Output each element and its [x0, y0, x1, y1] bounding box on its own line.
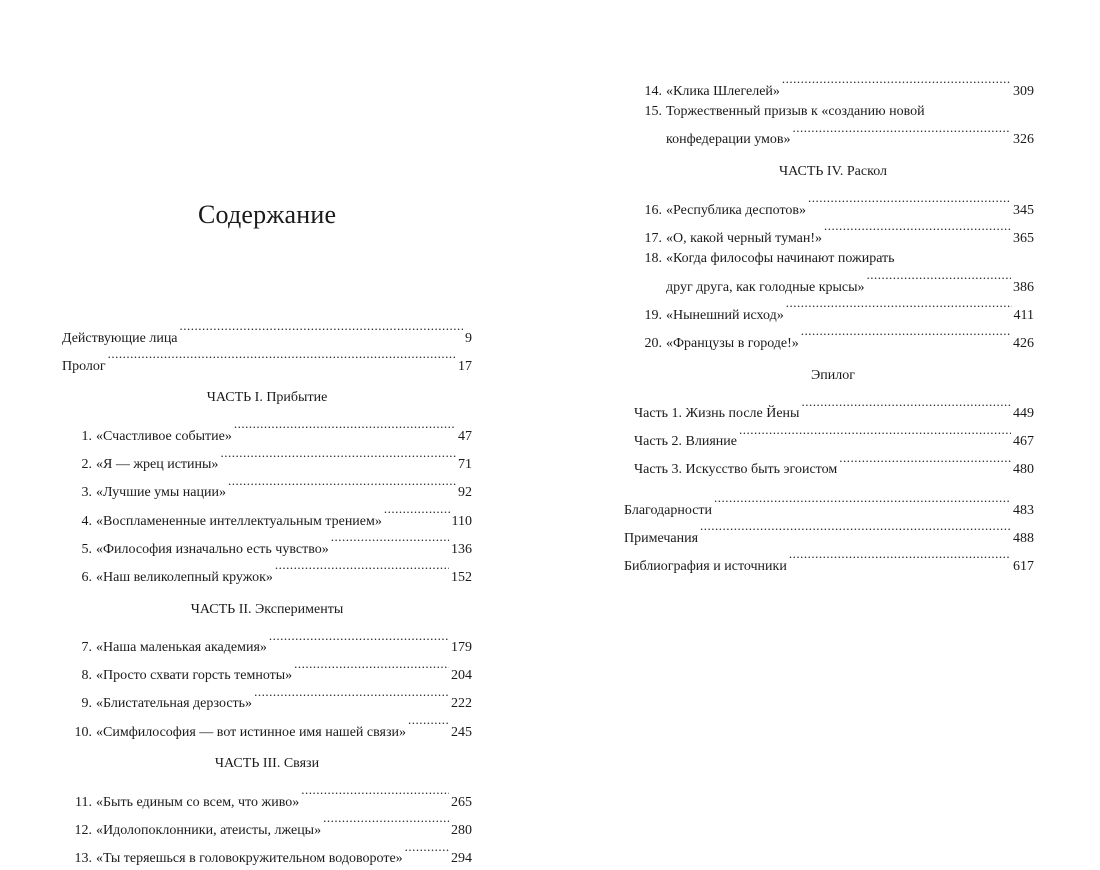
- toc-entry-number: 17.: [644, 230, 662, 246]
- dot-leader: [220, 448, 456, 469]
- toc-entry[interactable]: [62, 842, 472, 870]
- dot-leader: [867, 270, 1011, 291]
- toc-entry[interactable]: [62, 476, 472, 504]
- dot-leader: [269, 631, 449, 652]
- toc-entry-page: 345: [1013, 202, 1034, 218]
- toc-entry-page: 365: [1013, 230, 1034, 246]
- toc-entry-label: «Блистательная дерзость»: [96, 696, 253, 712]
- part-heading: ЧАСТЬ IV. Раскол: [778, 163, 887, 179]
- toc-entry[interactable]: [632, 270, 1034, 298]
- toc-entry-label: Часть 1. Жизнь после Йены: [634, 406, 800, 422]
- toc-entry-page: 71: [458, 457, 472, 473]
- toc-entry-label: «Наш великолепный кружок»: [96, 569, 273, 585]
- toc-entry[interactable]: [62, 687, 472, 715]
- toc-entry-label: «Наша маленькая академия»: [96, 640, 267, 656]
- part-heading: ЧАСТЬ II. Эксперименты: [190, 601, 344, 617]
- dot-leader: [808, 193, 1011, 214]
- toc-entry-label: «Воспламененные интеллектуальным трением»: [96, 513, 382, 529]
- toc-entry-number: 7.: [81, 640, 92, 656]
- toc-entry-page: 449: [1013, 406, 1034, 422]
- right-page: [550, 0, 1100, 825]
- toc-entry-label: Действующие лица: [62, 330, 178, 346]
- toc-entry-page: 9: [465, 330, 472, 346]
- toc-left-column: [62, 321, 472, 870]
- toc-entry[interactable]: [62, 560, 472, 588]
- dot-leader: [801, 326, 1011, 347]
- toc-entry-label: конфедерации умов»: [666, 132, 791, 148]
- toc-entry-number: 1.: [81, 428, 92, 444]
- dot-leader: [824, 221, 1011, 242]
- dot-leader: [323, 813, 449, 834]
- toc-entry-page: 411: [1013, 307, 1034, 323]
- toc-entry-page: 280: [451, 823, 472, 839]
- dot-leader: [801, 397, 1011, 418]
- toc-entry-page: 222: [451, 696, 472, 712]
- part-heading: Эпилог: [811, 367, 855, 383]
- toc-entry-line[interactable]: [632, 249, 1034, 270]
- toc-entry[interactable]: [62, 785, 472, 813]
- toc-entry-number: 16.: [644, 202, 662, 218]
- dot-leader: [180, 321, 463, 342]
- dot-leader: [408, 715, 449, 736]
- toc-entry[interactable]: [632, 326, 1034, 354]
- dot-leader: [405, 842, 449, 863]
- toc-entry-page: 294: [451, 851, 472, 867]
- toc-entry-label: Часть 2. Влияние: [634, 434, 737, 450]
- dot-leader: [739, 425, 1011, 446]
- toc-entry-number: 8.: [81, 668, 92, 684]
- toc-entry-label: Торжественный призыв к «созданию новой: [666, 104, 925, 120]
- dot-leader: [786, 298, 1012, 319]
- toc-entry-number: 12.: [74, 823, 92, 839]
- toc-entry[interactable]: [62, 504, 472, 532]
- toc-entry[interactable]: [62, 448, 472, 476]
- toc-entry[interactable]: [632, 193, 1034, 221]
- toc-entry-label: «Когда философы начинают пожирать: [666, 251, 895, 267]
- toc-entry[interactable]: [624, 493, 1034, 521]
- toc-entry-label: «Клика Шлегелей»: [666, 83, 780, 99]
- dot-leader: [700, 521, 1011, 542]
- toc-entry-number: 11.: [75, 794, 92, 810]
- toc-entry[interactable]: [62, 532, 472, 560]
- toc-entry[interactable]: [62, 419, 472, 447]
- toc-entry-number: 13.: [74, 851, 92, 867]
- toc-entry-label: «Симфилософия — вот истинное имя нашей связи»: [96, 724, 407, 740]
- toc-entry-label: Часть 3. Искусство быть эгоистом: [634, 462, 838, 478]
- dot-leader: [294, 659, 449, 680]
- toc-entry-page: 480: [1013, 462, 1034, 478]
- dot-leader: [782, 74, 1011, 95]
- toc-entry-number: 9.: [81, 696, 92, 712]
- toc-entry-label: Примечания: [624, 530, 699, 546]
- toc-entry-number: 15.: [644, 104, 662, 120]
- toc-entry-number: 6.: [81, 569, 92, 585]
- toc-entry[interactable]: [632, 298, 1034, 326]
- toc-entry-number: 14.: [644, 83, 662, 99]
- part-heading: ЧАСТЬ I. Прибытие: [206, 390, 328, 406]
- spacer: [632, 481, 1034, 493]
- toc-entry-label: «Быть единым со всем, что живо»: [96, 794, 300, 810]
- toc-entry[interactable]: [624, 521, 1034, 549]
- toc-entry-page: 17: [458, 358, 472, 374]
- dot-leader: [793, 123, 1012, 144]
- dot-leader: [228, 476, 456, 497]
- toc-entry-number: 18.: [644, 251, 662, 267]
- toc-entry-number: 20.: [644, 335, 662, 351]
- toc-entry-page: 326: [1013, 132, 1034, 148]
- toc-entry-label: «Просто схвати горсть темноты»: [96, 668, 293, 684]
- toc-entry-number: 19.: [644, 307, 662, 323]
- toc-entry-page: 110: [451, 513, 472, 529]
- toc-entry-label: «Республика деспотов»: [666, 202, 806, 218]
- dot-leader: [275, 560, 449, 581]
- toc-entry-page: 204: [451, 668, 472, 684]
- toc-entry-page: 386: [1013, 279, 1034, 295]
- toc-entry-page: 483: [1013, 502, 1034, 518]
- dot-leader: [301, 785, 449, 806]
- toc-entry-page: 617: [1013, 559, 1034, 575]
- toc-entry[interactable]: [632, 397, 1034, 425]
- toc-entry[interactable]: [62, 321, 472, 349]
- dot-leader: [108, 349, 456, 370]
- toc-entry-number: 3.: [81, 485, 92, 501]
- dot-leader: [384, 504, 450, 525]
- toc-entry[interactable]: [62, 659, 472, 687]
- toc-entry-page: 179: [451, 640, 472, 656]
- toc-entry-label: «Нынешний исход»: [666, 307, 784, 323]
- toc-entry-label: «Ты теряешься в головокружительном водовороте»: [96, 851, 403, 867]
- toc-entry-page: 92: [458, 485, 472, 501]
- toc-entry-number: 4.: [81, 513, 92, 529]
- toc-entry[interactable]: [62, 631, 472, 659]
- toc-entry-page: 47: [458, 428, 472, 444]
- toc-entry-label: «О, какой черный туман!»: [666, 230, 823, 246]
- toc-entry-label: «Счастливое событие»: [96, 428, 232, 444]
- toc-entry[interactable]: [62, 715, 472, 743]
- toc-entry[interactable]: [62, 349, 472, 377]
- toc-entry[interactable]: [632, 221, 1034, 249]
- toc-entry-page: 467: [1013, 434, 1034, 450]
- dot-leader: [789, 549, 1011, 570]
- toc-entry-label: Пролог: [62, 358, 106, 374]
- toc-entry[interactable]: [632, 453, 1034, 481]
- toc-entry-page: 426: [1013, 335, 1034, 351]
- dot-leader: [331, 532, 449, 553]
- dot-leader: [254, 687, 449, 708]
- dot-leader: [714, 493, 1011, 514]
- dot-leader: [234, 419, 456, 440]
- toc-entry[interactable]: [624, 549, 1034, 577]
- toc-entry-number: 5.: [81, 541, 92, 557]
- toc-entry-page: 265: [451, 794, 472, 810]
- toc-entry-label: друг друга, как голодные крысы»: [666, 279, 865, 295]
- toc-right-column: [624, 74, 1034, 578]
- toc-entry-label: «Лучшие умы нации»: [96, 485, 226, 501]
- toc-entry[interactable]: [62, 813, 472, 841]
- toc-entry-label: «Французы в городе!»: [666, 335, 799, 351]
- toc-entry[interactable]: [632, 425, 1034, 453]
- dot-leader: [839, 453, 1011, 474]
- toc-entry-label: Благодарности: [624, 502, 713, 518]
- toc-entry-page: 152: [451, 569, 472, 585]
- left-page: [0, 0, 550, 867]
- toc-entry-page: 309: [1013, 83, 1034, 99]
- toc-entry[interactable]: [632, 123, 1034, 151]
- toc-entry-number: 2.: [81, 457, 92, 473]
- part-heading: ЧАСТЬ III. Связи: [214, 756, 320, 772]
- toc-entry-label: «Философия изначально есть чувство»: [96, 541, 329, 557]
- toc-entry-label: «Я — жрец истины»: [96, 457, 219, 473]
- toc-entry-number: 10.: [74, 724, 92, 740]
- toc-entry-page: 245: [451, 724, 472, 740]
- toc-entry-label: Библиография и источники: [624, 559, 787, 575]
- toc-entry-label: «Идолопоклонники, атеисты, лжецы»: [96, 823, 322, 839]
- toc-entry[interactable]: [632, 74, 1034, 102]
- toc-entry-page: 488: [1013, 530, 1034, 546]
- page-title: Содержание: [198, 200, 337, 229]
- toc-entry-line[interactable]: [632, 102, 1034, 123]
- toc-entry-page: 136: [451, 541, 472, 557]
